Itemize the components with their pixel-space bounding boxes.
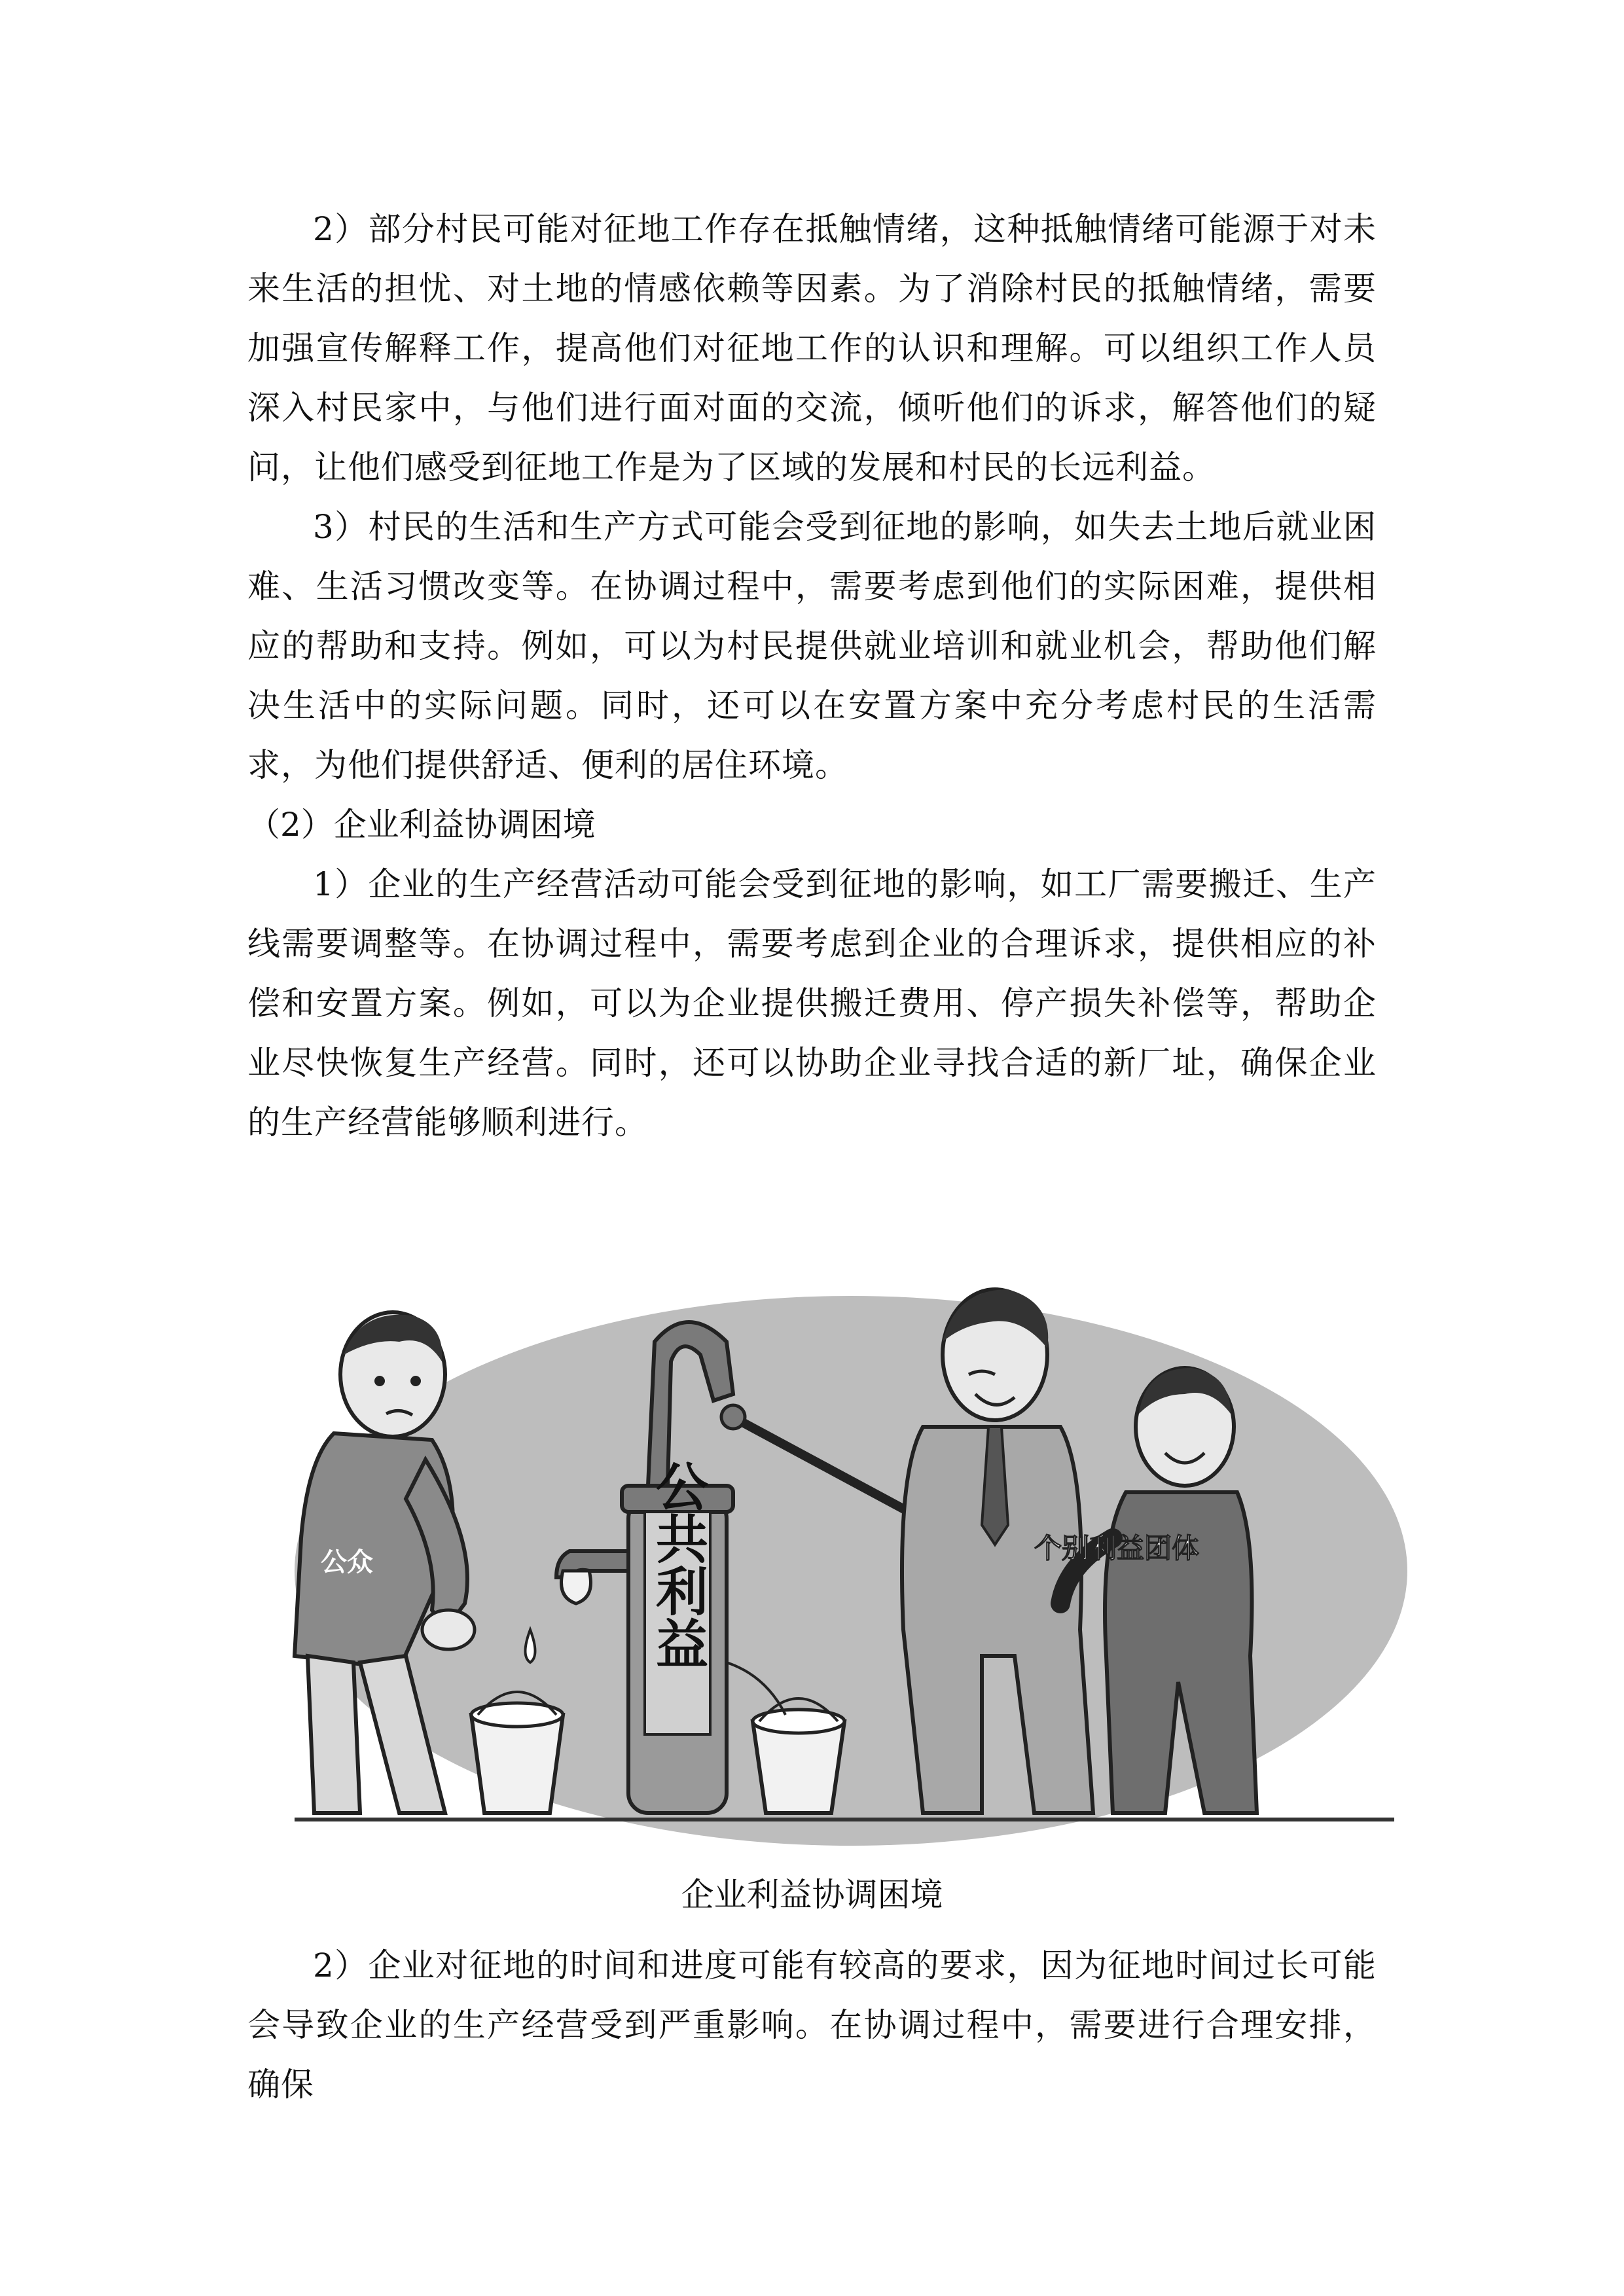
paragraph-villager-resistance: 2）部分村民可能对征地工作存在抵触情绪，这种抵触情绪可能源于对未来生活的担忧、对土地的情感依赖等因素。为了消除村民的抵触情绪，需要加强宣传解释工作，提高他们对征地工作的认识和理解。可以组织工作人员深入村民家中，与他们进行面对面的交流，倾听他们的诉求，解答他们的疑问，让他们感受到征地工作是为了区域的发展和村民的长远利益。 — [247, 210, 1377, 486]
label-public: 公众 — [321, 1547, 373, 1577]
section-subheading: （2）企业利益协调困境 — [247, 806, 596, 844]
label-interest-group: 个别利益团体 — [1034, 1532, 1200, 1564]
body-text-top — [247, 200, 1377, 1153]
cartoon-illustration — [281, 1263, 1407, 1852]
figure-caption: 企业利益协调困境 — [681, 1876, 943, 1914]
body-text-bottom — [247, 1936, 1377, 2115]
paragraph-enterprise-timeline: 2）企业对征地的时间和进度可能有较高的要求，因为征地时间过长可能会导致企业的生产经营受到严重影响。在协调过程中，需要进行合理安排，确保 — [247, 1946, 1377, 2104]
cartoon-svg — [281, 1263, 1407, 1852]
left-bucket — [471, 1692, 563, 1813]
label-pump: 公共利益 — [647, 1460, 708, 1669]
paragraph-villager-livelihood: 3）村民的生活和生产方式可能会受到征地的影响，如失去土地后就业困难、生活习惯改变等。在协调过程中，需要考虑到他们的实际困难，提供相应的帮助和支持。例如，可以为村民提供就业培训和就业机会，帮助他们解决生活中的实际问题。同时，还可以在安置方案中充分考虑村民的生活需求，为他们提供舒适、便利的居住环境。 — [247, 508, 1377, 784]
paragraph-enterprise-operations: 1）企业的生产经营活动可能会受到征地的影响，如工厂需要搬迁、生产线需要调整等。在协调过程中，需要考虑到企业的合理诉求，提供相应的补偿和安置方案。例如，可以为企业提供搬迁费用、停产损失补偿等，帮助企业尽快恢复生产经营。同时，还可以协助企业寻找合适的新厂址，确保企业的生产经营能够顺利进行。 — [247, 865, 1377, 1141]
